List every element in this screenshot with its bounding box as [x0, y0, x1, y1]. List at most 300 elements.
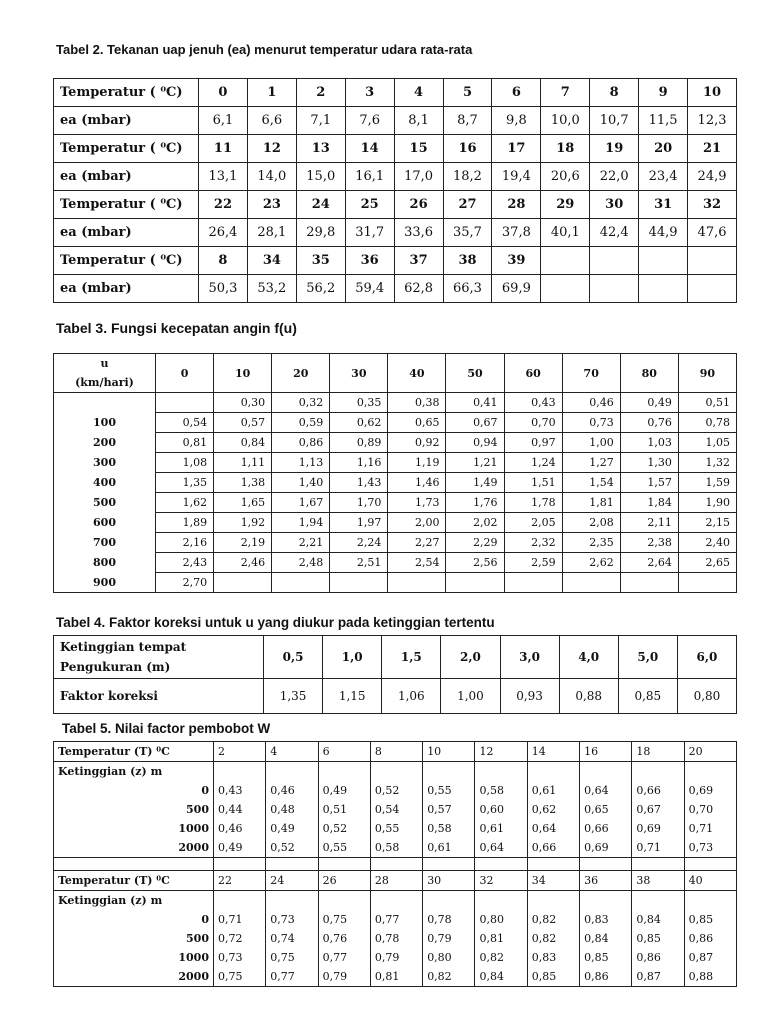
spacer-cell [370, 858, 422, 871]
value-cell: 0,87 [632, 967, 684, 987]
temperature-cell: 34 [527, 871, 579, 891]
value-cell: 0,60 [475, 800, 527, 819]
value-cell: 0,85 [632, 929, 684, 948]
height-cell: 6,0 [677, 636, 736, 679]
value-cell: 0,44 [214, 800, 266, 819]
spacer-cell [580, 858, 632, 871]
value-cell: 2,51 [330, 553, 388, 573]
ea-cell: 26,4 [199, 219, 248, 247]
value-cell: 0,54 [370, 800, 422, 819]
empty-cell [370, 891, 422, 911]
row-label: 100 [54, 413, 156, 433]
table4-title: Tabel 4. Faktor koreksi untuk u yang diukur pada ketinggian tertentu [56, 615, 495, 630]
ea-cell: 33,6 [394, 219, 443, 247]
ea-cell: 20,6 [541, 163, 590, 191]
ea-label: ea (mbar) [54, 219, 199, 247]
value-cell: 0,51 [318, 800, 370, 819]
value-cell: 1,49 [446, 473, 504, 493]
temperature-cell: 18 [541, 135, 590, 163]
value-cell: 2,08 [562, 513, 620, 533]
ea-cell [639, 275, 688, 303]
temperature-row [54, 135, 737, 163]
value-cell: 0,69 [580, 838, 632, 858]
factor-cell: 0,80 [677, 679, 736, 714]
ea-cell: 18,2 [443, 163, 492, 191]
value-cell: 0,48 [266, 800, 318, 819]
ea-cell: 19,4 [492, 163, 541, 191]
temperature-cell: 25 [345, 191, 394, 219]
value-cell: 0,82 [475, 948, 527, 967]
ea-cell: 66,3 [443, 275, 492, 303]
ea-cell: 44,9 [639, 219, 688, 247]
row-label: 300 [54, 453, 156, 473]
empty-cell [684, 891, 736, 911]
value-cell: 1,38 [214, 473, 272, 493]
ea-cell: 24,9 [688, 163, 737, 191]
table3-title: Tabel 3. Fungsi kecepatan angin f(u) [56, 320, 297, 336]
spacer-cell [684, 858, 736, 871]
temperature-cell: 27 [443, 191, 492, 219]
value-cell: 0,52 [266, 838, 318, 858]
table-row [54, 513, 737, 533]
value-cell: 1,97 [330, 513, 388, 533]
altitude-cell: 0 [54, 781, 214, 800]
row-label: 800 [54, 553, 156, 573]
empty-cell [580, 891, 632, 911]
factor-cell: 0,85 [618, 679, 677, 714]
empty-cell [684, 762, 736, 782]
value-cell: 2,27 [388, 533, 446, 553]
temperature-cell: 38 [632, 871, 684, 891]
value-cell: 1,54 [562, 473, 620, 493]
temperature-cell [688, 247, 737, 275]
table2-title: Tabel 2. Tekanan uap jenuh (ea) menurut temperatur udara rata-rata [56, 42, 473, 57]
ea-row [54, 219, 737, 247]
altitude-cell: 2000 [54, 967, 214, 987]
value-cell: 0,76 [620, 413, 678, 433]
value-cell: 0,83 [527, 948, 579, 967]
value-cell: 0,84 [580, 929, 632, 948]
value-cell: 0,78 [678, 413, 736, 433]
spacer-cell [632, 858, 684, 871]
value-cell: 0,57 [214, 413, 272, 433]
value-cell: 0,74 [266, 929, 318, 948]
value-cell: 0,76 [318, 929, 370, 948]
value-cell: 0,86 [684, 929, 736, 948]
ea-cell: 12,3 [688, 107, 737, 135]
altitude-cell: 2000 [54, 838, 214, 858]
value-cell: 1,27 [562, 453, 620, 473]
value-cell: 0,82 [527, 929, 579, 948]
table-row [54, 838, 737, 858]
temperature-cell: 14 [345, 135, 394, 163]
temperature-cell: 20 [639, 135, 688, 163]
temperature-cell: 35 [296, 247, 345, 275]
value-cell: 0,43 [504, 393, 562, 413]
row-label: 900 [54, 573, 156, 593]
value-cell: 0,32 [272, 393, 330, 413]
ea-cell: 50,3 [199, 275, 248, 303]
value-cell: 2,00 [388, 513, 446, 533]
ea-cell: 53,2 [247, 275, 296, 303]
value-cell [388, 573, 446, 593]
temperature-cell: 24 [266, 871, 318, 891]
row-label: 500 [54, 493, 156, 513]
temperature-cell: 16 [580, 742, 632, 762]
value-cell: 0,72 [214, 929, 266, 948]
spacer-cell [475, 858, 527, 871]
value-cell: 1,11 [214, 453, 272, 473]
temperature-cell: 39 [492, 247, 541, 275]
table3-wind-speed-function [53, 353, 737, 593]
ea-cell: 29,8 [296, 219, 345, 247]
temperature-cell: 6 [318, 742, 370, 762]
ea-cell: 7,6 [345, 107, 394, 135]
temperature-row [54, 191, 737, 219]
value-cell: 1,46 [388, 473, 446, 493]
temperature-cell: 24 [296, 191, 345, 219]
table5-title: Tabel 5. Nilai factor pembobot W [62, 721, 271, 736]
temperature-cell: 32 [475, 871, 527, 891]
value-cell: 0,79 [370, 948, 422, 967]
value-cell: 0,69 [684, 781, 736, 800]
temperature-cell: 29 [541, 191, 590, 219]
value-cell: 1,70 [330, 493, 388, 513]
spacer-row [54, 858, 737, 871]
row-label: 600 [54, 513, 156, 533]
value-cell: 1,40 [272, 473, 330, 493]
altitude-cell: 0 [54, 910, 214, 929]
table-row [54, 553, 737, 573]
temperature-cell: 20 [684, 742, 736, 762]
temperature-cell: 1 [247, 79, 296, 107]
temperature-cell: 26 [318, 871, 370, 891]
value-cell: 0,75 [266, 948, 318, 967]
table-row [54, 533, 737, 553]
value-cell: 1,89 [156, 513, 214, 533]
value-cell: 0,69 [632, 819, 684, 838]
value-cell: 1,43 [330, 473, 388, 493]
temperature-cell [590, 247, 639, 275]
height-cell: 4,0 [559, 636, 618, 679]
value-cell: 0,41 [446, 393, 504, 413]
temperature-cell: 11 [199, 135, 248, 163]
value-cell: 0,75 [214, 967, 266, 987]
value-cell: 0,59 [272, 413, 330, 433]
value-cell: 1,90 [678, 493, 736, 513]
altitude-label: Ketinggian (z) m [54, 891, 214, 911]
table-row [54, 393, 737, 413]
value-cell [678, 573, 736, 593]
value-cell: 0,84 [475, 967, 527, 987]
value-cell: 1,51 [504, 473, 562, 493]
value-cell: 0,81 [475, 929, 527, 948]
altitude-header-row [54, 891, 737, 911]
value-cell: 0,49 [266, 819, 318, 838]
value-cell: 2,43 [156, 553, 214, 573]
height-cell: 3,0 [500, 636, 559, 679]
column-header: 80 [620, 354, 678, 393]
value-cell: 0,38 [388, 393, 446, 413]
value-cell: 0,62 [330, 413, 388, 433]
height-cell: 1,0 [323, 636, 382, 679]
value-cell: 0,67 [632, 800, 684, 819]
ea-cell: 22,0 [590, 163, 639, 191]
empty-cell [527, 762, 579, 782]
value-cell: 2,56 [446, 553, 504, 573]
value-cell: 2,32 [504, 533, 562, 553]
factor-row [54, 679, 737, 714]
value-cell: 0,54 [156, 413, 214, 433]
value-cell: 1,94 [272, 513, 330, 533]
value-cell: 0,64 [475, 838, 527, 858]
empty-cell [527, 891, 579, 911]
column-header: 40 [388, 354, 446, 393]
factor-cell: 1,06 [382, 679, 441, 714]
value-cell: 0,46 [562, 393, 620, 413]
value-cell [446, 573, 504, 593]
value-cell: 0,58 [423, 819, 475, 838]
value-cell: 0,58 [475, 781, 527, 800]
value-cell: 0,87 [684, 948, 736, 967]
temperature-cell: 22 [214, 871, 266, 891]
temperature-cell: 36 [580, 871, 632, 891]
ea-cell: 6,1 [199, 107, 248, 135]
table-row [54, 473, 737, 493]
value-cell: 0,57 [423, 800, 475, 819]
temperature-cell: 4 [394, 79, 443, 107]
value-cell: 0,84 [214, 433, 272, 453]
table-row [54, 910, 737, 929]
value-cell: 1,21 [446, 453, 504, 473]
table4-correction-factor [53, 635, 737, 714]
temperature-cell: 13 [296, 135, 345, 163]
value-cell: 0,64 [580, 781, 632, 800]
value-cell: 2,46 [214, 553, 272, 573]
temperature-cell: 9 [639, 79, 688, 107]
value-cell: 0,46 [214, 819, 266, 838]
empty-cell [580, 762, 632, 782]
value-cell: 0,67 [446, 413, 504, 433]
ea-cell: 15,0 [296, 163, 345, 191]
value-cell: 0,30 [214, 393, 272, 413]
value-cell: 1,24 [504, 453, 562, 473]
value-cell: 0,77 [318, 948, 370, 967]
table-row [54, 948, 737, 967]
altitude-cell: 1000 [54, 948, 214, 967]
temperature-cell: 28 [492, 191, 541, 219]
temperature-cell: 10 [688, 79, 737, 107]
value-cell: 0,92 [388, 433, 446, 453]
value-cell: 0,79 [423, 929, 475, 948]
temperature-row [54, 247, 737, 275]
value-cell: 0,35 [330, 393, 388, 413]
row-label: 700 [54, 533, 156, 553]
value-cell: 0,83 [580, 910, 632, 929]
value-cell: 1,65 [214, 493, 272, 513]
row-label: 200 [54, 433, 156, 453]
value-cell: 0,80 [423, 948, 475, 967]
value-cell [272, 573, 330, 593]
value-cell: 0,80 [475, 910, 527, 929]
value-cell: 0,46 [266, 781, 318, 800]
ea-label: ea (mbar) [54, 107, 199, 135]
value-cell: 0,82 [423, 967, 475, 987]
temperature-label: Temperatur ( ⁰C) [54, 191, 199, 219]
value-cell: 0,73 [562, 413, 620, 433]
value-cell: 1,73 [388, 493, 446, 513]
temperature-cell: 6 [492, 79, 541, 107]
ea-cell: 16,1 [345, 163, 394, 191]
value-cell: 0,85 [684, 910, 736, 929]
value-cell: 0,71 [684, 819, 736, 838]
value-cell: 2,35 [562, 533, 620, 553]
value-cell [156, 393, 214, 413]
value-cell: 1,30 [620, 453, 678, 473]
temperature-cell: 0 [199, 79, 248, 107]
factor-cell: 0,88 [559, 679, 618, 714]
value-cell: 0,55 [370, 819, 422, 838]
value-cell: 0,78 [423, 910, 475, 929]
empty-cell [475, 762, 527, 782]
value-cell: 0,73 [266, 910, 318, 929]
empty-cell [214, 891, 266, 911]
ea-cell: 40,1 [541, 219, 590, 247]
value-cell: 1,84 [620, 493, 678, 513]
temperature-cell: 16 [443, 135, 492, 163]
value-cell: 1,13 [272, 453, 330, 473]
table-row [54, 929, 737, 948]
value-cell: 1,57 [620, 473, 678, 493]
value-cell: 0,66 [580, 819, 632, 838]
value-cell: 0,61 [423, 838, 475, 858]
column-header: 90 [678, 354, 736, 393]
ea-cell: 35,7 [443, 219, 492, 247]
ea-cell: 59,4 [345, 275, 394, 303]
ea-cell: 13,1 [199, 163, 248, 191]
column-header: 10 [214, 354, 272, 393]
altitude-label: Ketinggian (z) m [54, 762, 214, 782]
table-row [54, 800, 737, 819]
height-label [54, 636, 264, 679]
temperature-cell: 10 [423, 742, 475, 762]
value-cell: 0,73 [684, 838, 736, 858]
height-row [54, 636, 737, 679]
u-label: u [54, 354, 156, 374]
value-cell: 2,24 [330, 533, 388, 553]
factor-cell: 1,15 [323, 679, 382, 714]
value-cell: 2,19 [214, 533, 272, 553]
value-cell: 0,49 [214, 838, 266, 858]
temperature-cell: 4 [266, 742, 318, 762]
empty-cell [423, 891, 475, 911]
row-label [54, 393, 156, 413]
value-cell: 1,19 [388, 453, 446, 473]
temperature-cell: 3 [345, 79, 394, 107]
temperature-cell: 14 [527, 742, 579, 762]
ea-cell: 8,1 [394, 107, 443, 135]
value-cell: 0,71 [632, 838, 684, 858]
ea-label: ea (mbar) [54, 163, 199, 191]
value-cell: 0,61 [527, 781, 579, 800]
value-cell: 0,89 [330, 433, 388, 453]
value-cell: 1,59 [678, 473, 736, 493]
spacer-cell [54, 858, 214, 871]
temperature-row [54, 742, 737, 762]
value-cell: 0,81 [370, 967, 422, 987]
ea-cell: 6,6 [247, 107, 296, 135]
value-cell: 0,86 [272, 433, 330, 453]
ea-cell: 10,0 [541, 107, 590, 135]
value-cell: 0,86 [580, 967, 632, 987]
value-cell: 2,21 [272, 533, 330, 553]
ea-cell: 11,5 [639, 107, 688, 135]
ea-cell: 56,2 [296, 275, 345, 303]
value-cell: 0,61 [475, 819, 527, 838]
temperature-cell: 40 [684, 871, 736, 891]
ea-row [54, 107, 737, 135]
temperature-cell: 36 [345, 247, 394, 275]
spacer-cell [527, 858, 579, 871]
temperature-cell: 22 [199, 191, 248, 219]
temperature-cell: 21 [688, 135, 737, 163]
factor-cell: 1,35 [264, 679, 323, 714]
height-cell: 2,0 [441, 636, 500, 679]
value-cell [620, 573, 678, 593]
height-label-line: Ketinggian tempat [60, 640, 187, 654]
column-header: 30 [330, 354, 388, 393]
value-cell [562, 573, 620, 593]
value-cell: 1,00 [562, 433, 620, 453]
table-row [54, 967, 737, 987]
altitude-cell: 500 [54, 800, 214, 819]
table-row [54, 453, 737, 473]
temperature-cell: 2 [296, 79, 345, 107]
value-cell: 2,29 [446, 533, 504, 553]
ea-cell: 7,1 [296, 107, 345, 135]
unit-label: (km/hari) [54, 373, 156, 393]
ea-row [54, 163, 737, 191]
value-cell: 1,32 [678, 453, 736, 473]
value-cell: 0,66 [632, 781, 684, 800]
value-cell: 2,64 [620, 553, 678, 573]
value-cell: 0,97 [504, 433, 562, 453]
spacer-cell [214, 858, 266, 871]
height-cell: 0,5 [264, 636, 323, 679]
ea-cell: 31,7 [345, 219, 394, 247]
empty-cell [632, 762, 684, 782]
ea-cell: 23,4 [639, 163, 688, 191]
ea-cell [541, 275, 590, 303]
value-cell: 2,59 [504, 553, 562, 573]
value-cell: 0,94 [446, 433, 504, 453]
value-cell: 0,70 [684, 800, 736, 819]
height-cell: 5,0 [618, 636, 677, 679]
temperature-cell [639, 247, 688, 275]
value-cell: 1,08 [156, 453, 214, 473]
temperature-cell: 19 [590, 135, 639, 163]
value-cell: 2,54 [388, 553, 446, 573]
value-cell: 2,65 [678, 553, 736, 573]
ea-label: ea (mbar) [54, 275, 199, 303]
value-cell: 2,11 [620, 513, 678, 533]
value-cell: 2,70 [156, 573, 214, 593]
temperature-cell: 30 [590, 191, 639, 219]
value-cell [330, 573, 388, 593]
table-row [54, 433, 737, 453]
value-cell: 0,70 [504, 413, 562, 433]
value-cell: 0,79 [318, 967, 370, 987]
